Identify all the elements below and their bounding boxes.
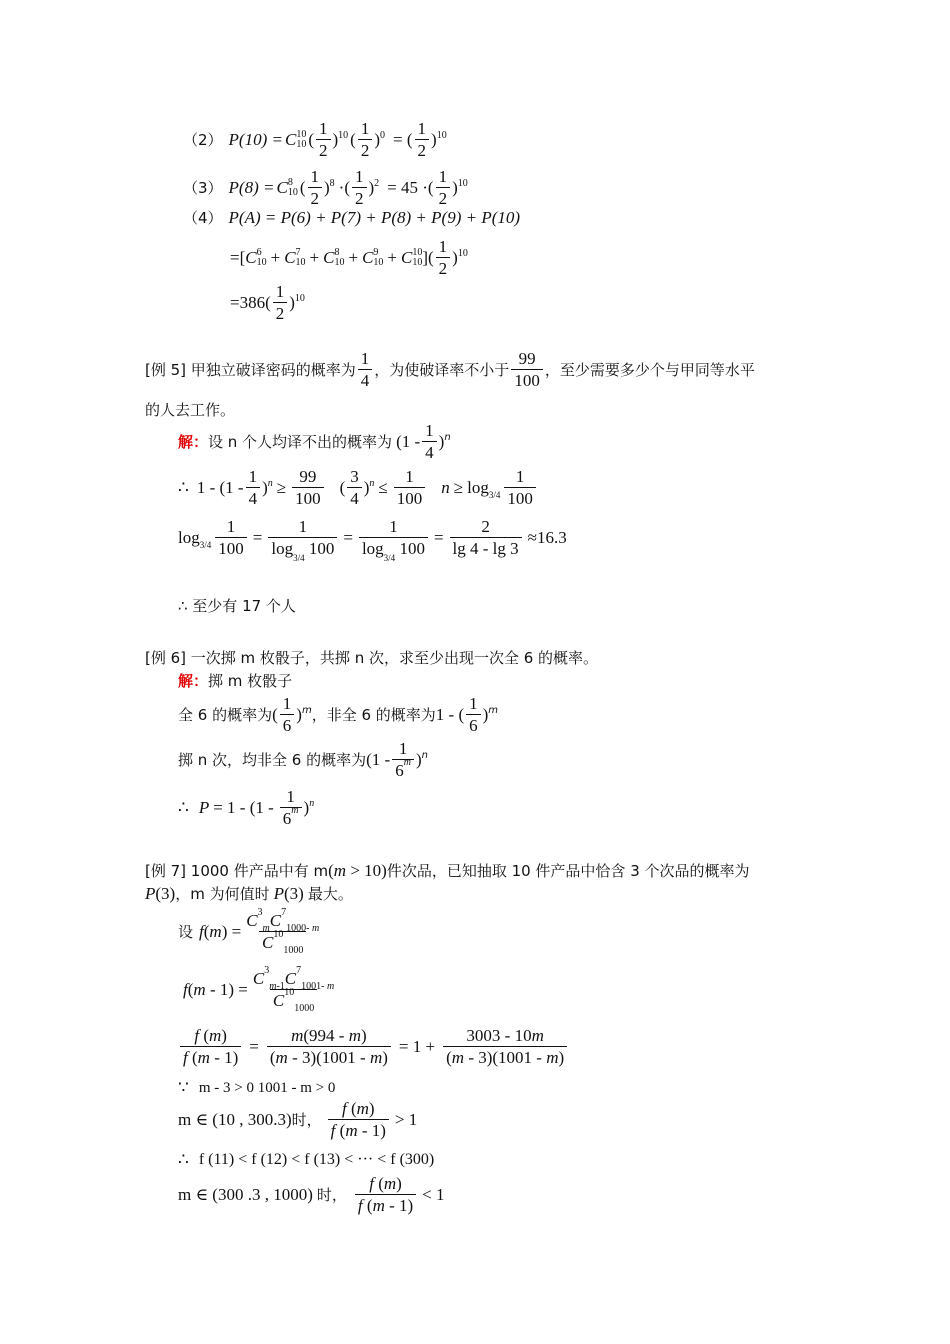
ex7-because: ∵ m - 3 > 0 1001 - m > 0 bbox=[178, 1078, 336, 1097]
ex4-line-2: （2） P(10) = C 10 10 ( $\frac{1}{2}$ ) 10 ( $\frac{1}{2}$ ) 0 = ( $\frac{1}{2}$ ) 10 bbox=[183, 119, 447, 160]
ex5-step-2: log 3/4 $\frac{1}{100}$ = $\frac{1}{\log_{3/4} 100}$ = $\frac{1}{\log_{3/4} 100}$ = $\frac{2}{\lg 4 - \lg 3}$ ≈16.3 bbox=[178, 517, 567, 563]
ex5-heading-2: 的人去工作。 bbox=[145, 401, 236, 419]
ex7-def-f-m: 设 f (m) = $\frac{C^3_mC^7_{1000- m}}{C^{10}_{1000}}$ bbox=[178, 907, 320, 956]
ex4-line-4c: =386( $\frac{1}{2}$ ) 10 bbox=[230, 282, 305, 323]
eq2-lhs: P(10) = bbox=[228, 129, 283, 149]
ex7-ratio: $\frac{f (m)}{f (m - 1)}$ = $\frac{m(994 - m)}{(m - 3)(1001 - m)}$ = 1 + $\frac{3003 - 10m}{(m - 3)(1001 - m)}$ bbox=[178, 1027, 569, 1066]
ex6-line-4: ∴ P = 1 - (1 - $\frac{1}{6^m}$ ) n bbox=[178, 787, 315, 828]
ex7-range-2: m ∈ (300 .3 , 1000) 时， $\frac{f (m)}{f (m - 1)}$ < 1 bbox=[178, 1174, 445, 1215]
ex5-solution: 解： 设 n 个人均译不出的概率为 (1 - $\frac{1}{4}$ ) n bbox=[178, 421, 451, 462]
ex5-heading: [例 5] 甲独立破译密码的概率为 $\frac{1}{4}$ ，为使破译率不小于 $\frac{99}{100}$ ，至少需要多少个与甲同等水平 bbox=[145, 349, 755, 390]
ex4-line-3: （3） P(8) = C 8 10 ( $\frac{1}{2}$ ) 8 ·( $\frac{1}{2}$ ) 2 = 45 · ( $\frac{1}{2}$ ) 10 bbox=[183, 167, 468, 208]
solution-label: 解： bbox=[178, 433, 209, 451]
ex4-line-4b: =[ C 6 10 + C 7 10 + C 8 10 + C 9 10 + C 10 10 ]( $\frac{1}{2}$ ) 10 bbox=[230, 237, 468, 278]
half-fraction: $\frac{1}{2}$ bbox=[316, 120, 331, 159]
ex6-line-2: 全 6 的概率为 ( $\frac{1}{6}$ ) m ，非全 6 的概率为 1 - ( $\frac{1}{6}$ ) m bbox=[178, 694, 499, 735]
ex7-heading: [例 7] 1000 件产品中有 m (m > 10) 件次品，已知抽取 10 件产品中恰含 3 个次品的概率为 bbox=[145, 860, 750, 880]
ex7-def-f-m-1: f (m - 1) = $\frac{C^3_{m-1}C^7_{1001- m}}{C^{10}_{1000}}$ bbox=[183, 965, 335, 1014]
ex7-chain: ∴ f (11) < f (12) < f (13) < ··· < f (300) bbox=[178, 1150, 435, 1169]
ex6-solution: 解： 掷 m 枚骰子 bbox=[178, 672, 293, 690]
ex7-heading-2: P(3) ，m 为何值时 P(3) 最大。 bbox=[145, 883, 353, 903]
ex7-range-1: m ∈ (10 , 300.3) 时， $\frac{f (m)}{f (m - 1)}$ > 1 bbox=[178, 1099, 418, 1140]
ex6-heading: [例 6] 一次掷 m 枚骰子，共掷 n 次，求至少出现一次全 6 的概率。 bbox=[145, 649, 599, 667]
ex4-line-4: （4） P(A) = P(6) + P(7) + P(8) + P(9) + P(10) bbox=[183, 207, 521, 227]
ex5-step-1: ∴ 1 - (1 - $\frac{1}{4}$ ) n ≥ $\frac{99}{100}$ ( $\frac{3}{4}$ ) n ≤ $\frac{1}{100}$ n ≥ log 3/4 $\frac{1}{100}$ bbox=[178, 468, 538, 507]
ex5-conclusion: ∴ 至少有 17 个人 bbox=[178, 597, 296, 615]
ex6-line-3: 掷 n 次，均非全 6 的概率为 (1 - $\frac{1}{6^m}$ ) n bbox=[178, 739, 428, 780]
